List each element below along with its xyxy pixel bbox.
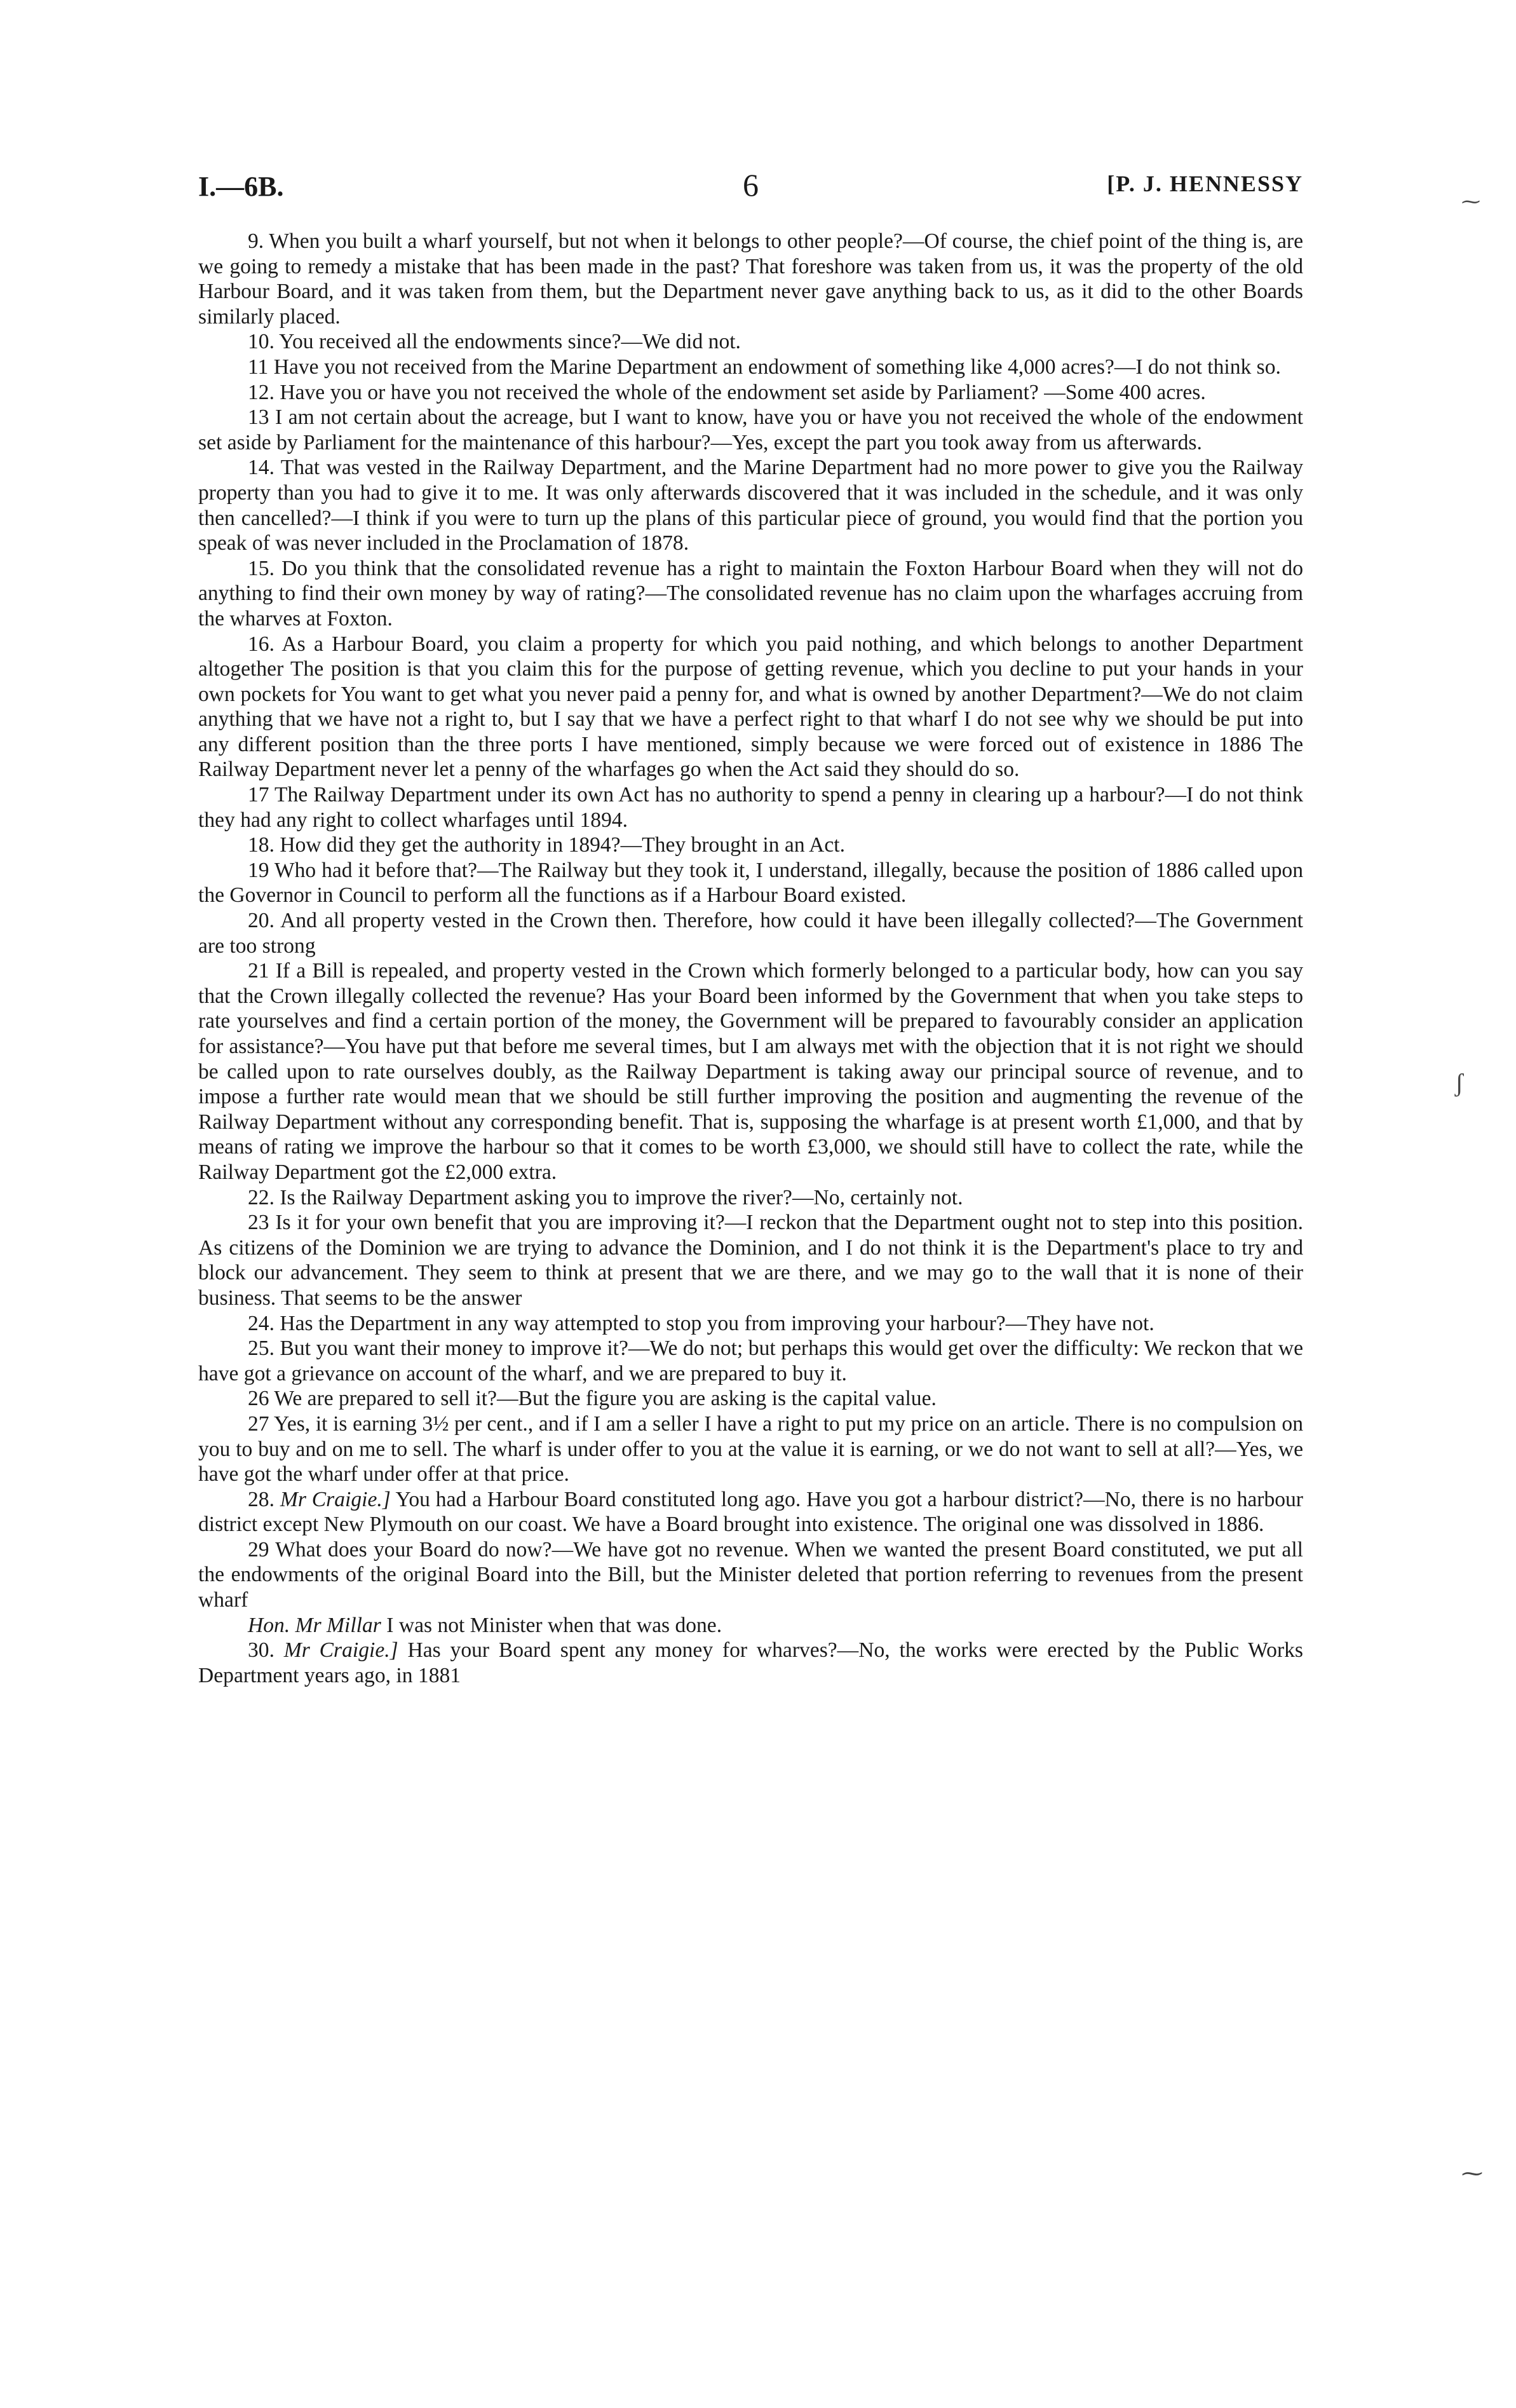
paragraph-text: 21 If a Bill is repealed, and property vested in the Crown which formerly belonged to a particular body, how can you say that the Crown illegally collected the revenue? Has your Board been informed by the Government that when you take steps to rate yourselves and find a certain portion of the money, the Government will be prepared to favourably consider an application for assistance?—You have put that before me several times, but I am always met with the objection that it is not right we should be called upon to rate ourselves doubly, as the Railway Department is taking away our principal source of revenue, and to impose a further rate would mean that we should be still further improving the position and augmenting the revenue of the Railway Department without any corresponding benefit. That is, supposing the wharfage is at present worth £1,000, and that by means of rating we improve the harbour so that it comes to be worth £3,000, we should still have to collect the rate, while the Railway Department got the £2,000 extra.: [198, 959, 1303, 1184]
paragraph-text: 20. And all property vested in the Crown then. Therefore, how could it have been illegally collected?—The Government are too strong: [198, 909, 1303, 958]
report-reference: I.—6B.: [198, 171, 284, 202]
paragraph-text: 26 We are prepared to sell it?—But the figure you are asking is the capital value.: [248, 1387, 937, 1411]
paragraph-text: 18. How did they get the authority in 1894?—They brought in an Act.: [248, 833, 846, 857]
paragraph-text: 19 Who had it before that?—The Railway but they took it, I understand, illegally, because the position of 1886 called upon the Governor in Council to perform all the functions as if a Harbour Board existed.: [198, 858, 1303, 908]
paragraph: [198, 329, 1303, 355]
page-header: [198, 167, 1303, 208]
paragraph: [198, 1487, 1303, 1537]
paragraph: [198, 782, 1303, 833]
paragraph: [198, 833, 1303, 858]
paragraph-text: 15. Do you think that the consolidated revenue has a right to maintain the Foxton Harbour Board when they will not do anything to find their own money by way of rating?—The consolidated revenue has no claim upon the wharfages accruing from the wharves at Foxton.: [198, 556, 1303, 630]
paragraph: [198, 355, 1303, 380]
speaker-name: Mr Craigie.]: [280, 1487, 391, 1511]
paragraph: [198, 1311, 1303, 1337]
speaker-name: Hon. Mr Millar: [248, 1613, 381, 1637]
paragraph: [198, 1210, 1303, 1310]
paragraph: [198, 908, 1303, 958]
paragraph-text: 14. That was vested in the Railway Department, and the Marine Department had no more power to give you the Railway property than you had to give it to me. It was only afterwards discovered that it was included in the schedule, and it was only then cancelled?—I think if you were to turn up the plans of this particular piece of ground, you would find that the portion you speak of was never included in the Proclamation of 1878.: [198, 456, 1303, 555]
paragraph-text: 23 Is it for your own benefit that you are improving it?—I reckon that the Department ought not to step into this position. As citizens of the Dominion we are trying to advance the Dominion, and I do not think it is the Department's place to try and block our advancement. They seem to think at present that we are there, and we may go to the wall that it is none of their business. That seems to be the answer: [198, 1211, 1303, 1310]
paragraph-text: 27 Yes, it is earning 3½ per cent., and if I am a seller I have a right to put my price on an article. There is no compulsion on you to buy and on me to sell. The wharf is under offer to you at the value it is earning, or we do not want to sell at all?—Yes, we have got the wharf under offer at that price.: [198, 1411, 1303, 1486]
paragraph-text: 12. Have you or have you not received the whole of the endowment set aside by Parliament? —Some 400 acres.: [248, 380, 1206, 404]
paragraph: [198, 1185, 1303, 1211]
paragraph: [198, 1537, 1303, 1613]
paragraph-text: 29 What does your Board do now?—We have got no revenue. When we wanted the present Board constituted, we put all the endowments of the original Board into the Bill, but the Minister deleted that portion referring to revenues from the present wharf: [198, 1537, 1303, 1612]
paragraph-text: 22. Is the Railway Department asking you to improve the river?—No, certainly not.: [248, 1185, 963, 1209]
question-number: 28.: [248, 1487, 274, 1511]
question-number: 30.: [248, 1638, 274, 1663]
paragraph: [198, 229, 1303, 329]
testimony-body: [198, 229, 1303, 1688]
paragraph-text: 24. Has the Department in any way attempted to stop you from improving your harbour?—They have not.: [248, 1311, 1154, 1335]
paragraph-text: 13 I am not certain about the acreage, but I want to know, have you or have you not received the whole of the endowment set aside by Parliament for the maintenance of this harbour?—Yes, except the part you took away from us afterwards.: [198, 405, 1303, 454]
paragraph: [198, 1386, 1303, 1411]
paragraph-text: 16. As a Harbour Board, you claim a property for which you paid nothing, and which belongs to another Department altogether The position is that you claim this for the purpose of getting revenue, which you decline to put your hands in your own pockets for You want to get what you never paid a penny for, and what is owned by another Department?—We do not claim anything that we have not a right to, but I say that we have a perfect right to that wharf I do not see why we should be put into any different position than the three ports I have mentioned, simply because we were forced out of existence in 1886 The Railway Department never let a penny of the wharfages go when the Act said they should do so.: [198, 632, 1303, 782]
paragraph-text: 11 Have you not received from the Marine Department an endowment of something like 4,000 acres?—I do not think so.: [248, 355, 1281, 379]
paragraph: [198, 455, 1303, 555]
paragraph-text: I was not Minister when that was done.: [386, 1613, 722, 1637]
margin-mark: ⁓: [1461, 2162, 1483, 2186]
paragraph: [198, 958, 1303, 1185]
paragraph: [198, 1411, 1303, 1487]
margin-mark: ⁓: [1461, 191, 1480, 212]
margin-mark: ʃ: [1455, 1068, 1464, 1097]
paragraph: [198, 632, 1303, 783]
witness-name: [P. J. HENNESSY: [1107, 171, 1303, 196]
paragraph: [198, 1638, 1303, 1688]
paragraph-text: 10. You received all the endowments since?—We did not.: [248, 330, 741, 354]
paragraph: [198, 858, 1303, 908]
paragraph-text: 9. When you built a wharf yourself, but not when it belongs to other people?—Of course, the chief point of the thing is, are we going to remedy a mistake that has been made in the past? That foreshore was taken from us, it was the property of the old Harbour Board, and it was taken from them, but the Department never gave anything back to us, as it did to the other Boards similarly placed.: [198, 229, 1303, 329]
paragraph-text: 25. But you want their money to improve it?—We do not; but perhaps this would get over the difficulty: We reckon that we have got a grievance on account of the wharf, and we are prepared to buy it.: [198, 1337, 1303, 1385]
paragraph: [198, 405, 1303, 455]
paragraph-text: 17 The Railway Department under its own Act has no authority to spend a penny in clearing up a harbour?—I do not think they had any right to collect wharfages until 1894.: [198, 783, 1303, 832]
paragraph: [198, 556, 1303, 632]
page-number: 6: [743, 167, 759, 203]
paragraph: [198, 380, 1303, 405]
paragraph: [198, 1336, 1303, 1386]
paragraph-text: Has your Board spent any money for wharves?—No, the works were erected by the Public Works Department years ago, in 1881: [198, 1638, 1303, 1687]
paragraph: [198, 1613, 1303, 1638]
paragraph-text: You had a Harbour Board constituted long ago. Have you got a harbour district?—No, there is no harbour district except New Plymouth on our coast. We have a Board brought into existence. The original one was dissolved in 1886.: [198, 1487, 1303, 1537]
speaker-name: Mr Craigie.]: [283, 1638, 398, 1663]
